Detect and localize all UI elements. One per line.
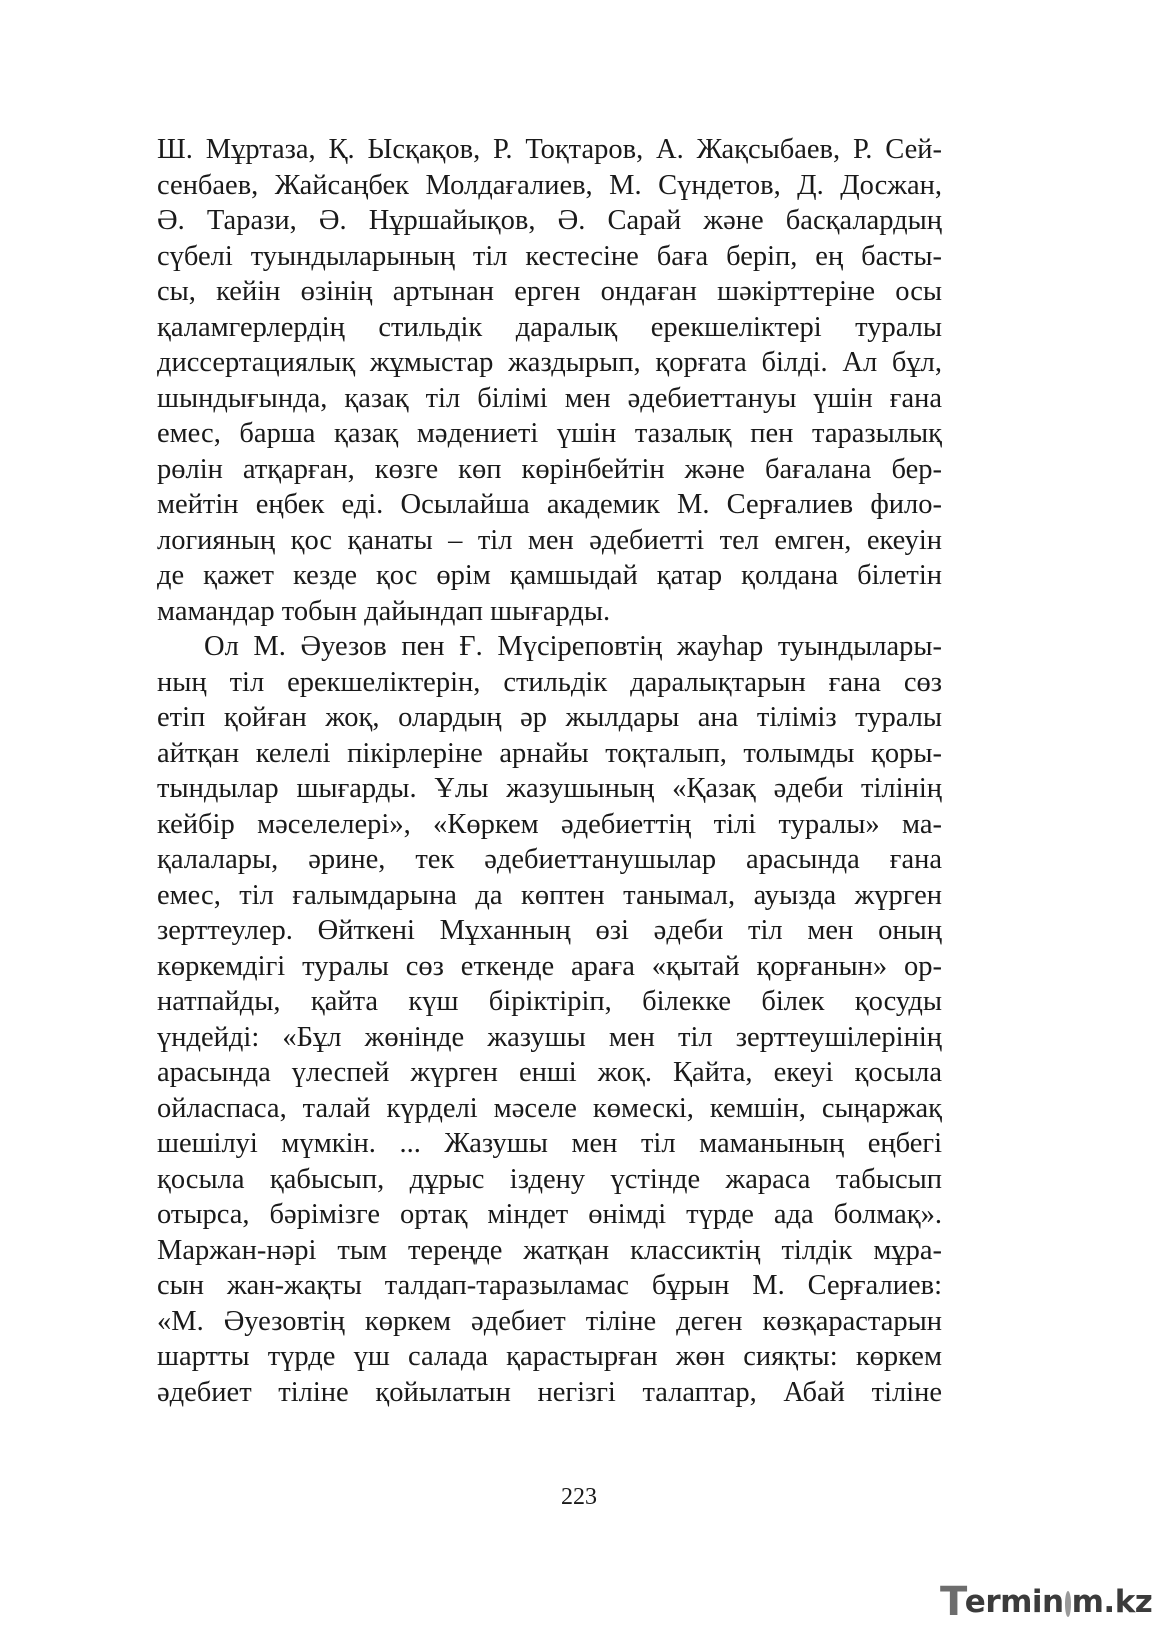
text-line: логияның қос қанаты – тіл мен әдебиетті тел емген, екеуін — [157, 524, 942, 556]
text-line: арасында үлеспей жүрген енші жоқ. Қайта, екеуі қосыла — [157, 1057, 942, 1088]
watermark-text-start: ermin — [964, 1584, 1064, 1620]
text-line: мамандар тобын дайындап шығарды. — [157, 595, 611, 627]
text-line: рөлін атқарған, көзге көп көрінбейтін және бағалана бер- — [157, 453, 942, 485]
text-line: емес, тіл ғалымдарына да көптен танымал, ауызда жүрген — [157, 879, 942, 911]
text-line: диссертациялық жұмыстар жаздырып, қорғата білді. Ал бұл, — [157, 347, 942, 378]
text-line: натпайды, қайта күш біріктіріп, білекке білек қосуды — [157, 986, 942, 1017]
text-line: сын жан-жақты талдап-таразыламас бұрын М. Серғалиев: — [157, 1270, 942, 1301]
watermark-letter-t: T — [940, 1579, 967, 1625]
text-line: ның тіл ерекшеліктерін, стильдік даралықтарын ғана сөз — [157, 666, 942, 698]
text-line: үндейді: «Бұл жөнінде жазушы мен тіл зерттеушілерінің — [157, 1021, 942, 1053]
site-watermark-logo — [940, 1579, 1153, 1625]
text-line: сы, кейін өзінің артынан ерген ондаған шәкірттеріне осы — [157, 276, 942, 307]
text-line: қалалары, әрине, тек әдебиеттанушылар арасында ғана — [157, 844, 942, 875]
text-line: сүбелі туындыларының тіл кестесіне баға беріп, ең басты- — [157, 240, 942, 272]
text-line: кейбір мәселелері», «Көркем әдебиеттің тілі туралы» ма- — [157, 808, 942, 840]
text-line: ойласпаса, талай күрделі мәселе көмескі, кемшін, сыңаржақ — [157, 1092, 942, 1124]
magnifier-o-icon — [1065, 1591, 1071, 1617]
text-line: мейтін еңбек еді. Осылайша академик М. Серғалиев фило- — [157, 489, 942, 520]
text-line: зерттеулер. Өйткені Мұханның өзі әдеби тіл мен оның — [157, 915, 942, 946]
text-line: қосыла қабысып, дұрыс іздену үстінде жараса табысып — [157, 1163, 942, 1195]
text-line: айтқан келелі пікірлеріне арнайы тоқталып, толымды қоры- — [157, 737, 942, 769]
text-line: қаламгерлердің стильдік даралық ерекшеліктері туралы — [157, 311, 942, 343]
text-line: Ә. Тарази, Ә. Нұршайықов, Ә. Сарай және басқалардың — [157, 205, 942, 236]
page-number: 223 — [561, 1484, 597, 1510]
text-line: Ш. Мұртаза, Қ. Ысқақов, Р. Тоқтаров, А. Жақсыбаев, Р. Сей- — [157, 134, 942, 165]
text-line: әдебиет тіліне қойылатын негізгі талаптар, Абай тіліне — [157, 1376, 942, 1408]
text-line: емес, барша қазақ мәдениеті үшін тазалық пен таразылық — [157, 418, 942, 449]
text-line: шартты түрде үш салада қарастырған жөн сияқты: көркем — [157, 1341, 942, 1372]
text-line: етіп қойған жоқ, олардың әр жылдары ана тіліміз туралы — [157, 702, 942, 733]
text-line: «М. Әуезовтің көркем әдебиет тіліне деген көзқарастарын — [157, 1305, 942, 1337]
body-text — [157, 132, 942, 1410]
watermark-text-end: m.kz — [1071, 1584, 1153, 1620]
text-line: шындығында, қазақ тіл білімі мен әдебиеттануы үшін ғана — [157, 382, 942, 414]
text-line: көркемдігі туралы сөз еткенде араға «қытай қорғанын» ор- — [157, 950, 942, 982]
text-line: Маржан-нәрі тым тереңде жатқан классиктің тілдік мұра- — [157, 1234, 942, 1266]
text-line: тындылар шығарды. Ұлы жазушының «Қазақ әдеби тілінің — [157, 773, 942, 804]
text-line: отырса, бәрімізге ортақ міндет өнімді түрде ада болмақ». — [157, 1199, 942, 1230]
text-line: шешілуі мүмкін. ... Жазушы мен тіл маманының еңбегі — [157, 1128, 942, 1159]
text-line: сенбаев, Жайсаңбек Молдағалиев, М. Сүндетов, Д. Досжан, — [157, 169, 942, 201]
text-line: де қажет кезде қос өрім қамшыдай қатар қолдана білетін — [157, 560, 942, 591]
text-line: Ол М. Әуезов пен Ғ. Мүсіреповтің жауһар туындылары- — [204, 631, 942, 662]
